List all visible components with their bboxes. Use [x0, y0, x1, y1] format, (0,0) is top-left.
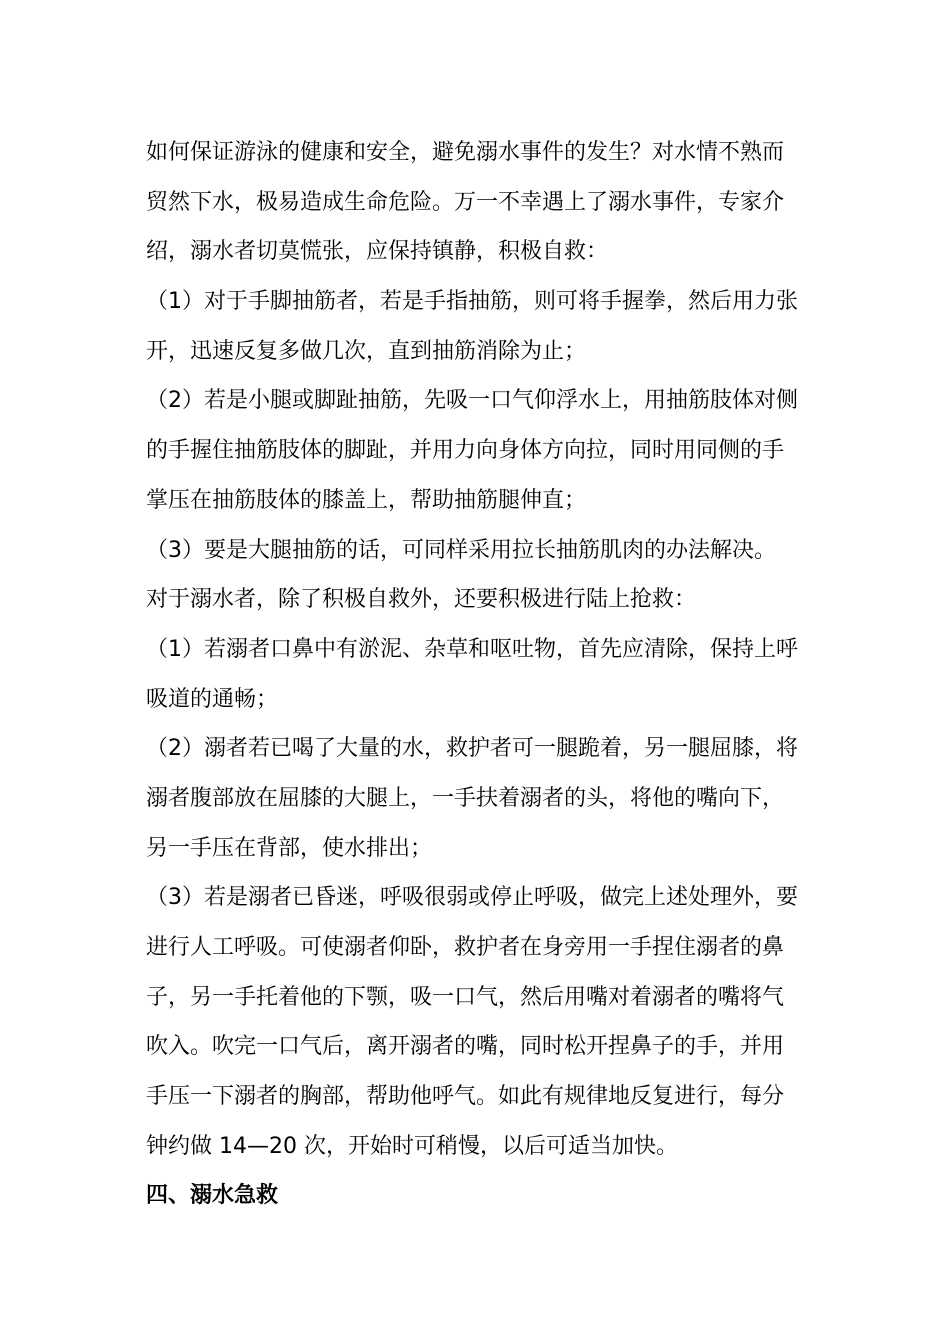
- document-body: [146, 128, 810, 1221]
- text-line: （2）溺者若已喝了大量的水，救护者可一腿跪着，另一腿屈膝，将: [146, 736, 798, 762]
- text-line: 掌压在抽筋肢体的膝盖上，帮助抽筋腿伸直；: [146, 487, 587, 513]
- text-line: 对于溺水者，除了积极自救外，还要积极进行陆上抢救：: [146, 587, 697, 613]
- text-line: 开，迅速反复多做几次，直到抽筋消除为止；: [146, 338, 587, 364]
- text-line: 钟约做 14—20 次，开始时可稍慢，以后可适当加快。: [146, 1133, 678, 1159]
- text-line: 进行人工呼吸。可使溺者仰卧，救护者在身旁用一手捏住溺者的鼻: [146, 935, 785, 960]
- text-line: （3）若是溺者已昏迷，呼吸很弱或停止呼吸，做完上述处理外，要: [146, 885, 798, 911]
- text-line: 绍，溺水者切莫慌张，应保持镇静，积极自救：: [146, 239, 609, 265]
- text-line: （3）要是大腿抽筋的话，可同样采用拉长抽筋肌肉的办法解决。: [146, 537, 776, 563]
- text-line: 吸道的通畅；: [146, 686, 279, 712]
- text-line: 吹入。吹完一口气后，离开溺者的嘴，同时松开捏鼻子的手，并用: [146, 1034, 785, 1060]
- text-line: 的手握住抽筋肢体的脚趾，并用力向身体方向拉，同时用同侧的手: [146, 438, 785, 464]
- text-line: 另一手压在背部，使水排出；: [146, 835, 433, 861]
- text-line: 手压一下溺者的胸部，帮助他呼气。如此有规律地反复进行，每分: [146, 1084, 785, 1110]
- text-line: （1）对于手脚抽筋者，若是手指抽筋，则可将手握拳，然后用力张: [146, 289, 798, 315]
- section-heading: 四、溺水急救: [146, 1183, 279, 1209]
- text-line: 子，另一手托着他的下颚，吸一口气，然后用嘴对着溺者的嘴将气: [146, 984, 785, 1010]
- text-line: 贸然下水，极易造成生命危险。万一不幸遇上了溺水事件，专家介: [146, 189, 785, 215]
- text-line: （1）若溺者口鼻中有淤泥、杂草和呕吐物，首先应清除，保持上呼: [146, 636, 798, 662]
- text-line: 如何保证游泳的健康和安全，避免溺水事件的发生？对水情不熟而: [146, 140, 785, 165]
- text-line: 溺者腹部放在屈膝的大腿上，一手扶着溺者的头，将他的嘴向下，: [146, 785, 785, 811]
- text-line: （2）若是小腿或脚趾抽筋，先吸一口气仰浮水上，用抽筋肢体对侧: [146, 388, 798, 414]
